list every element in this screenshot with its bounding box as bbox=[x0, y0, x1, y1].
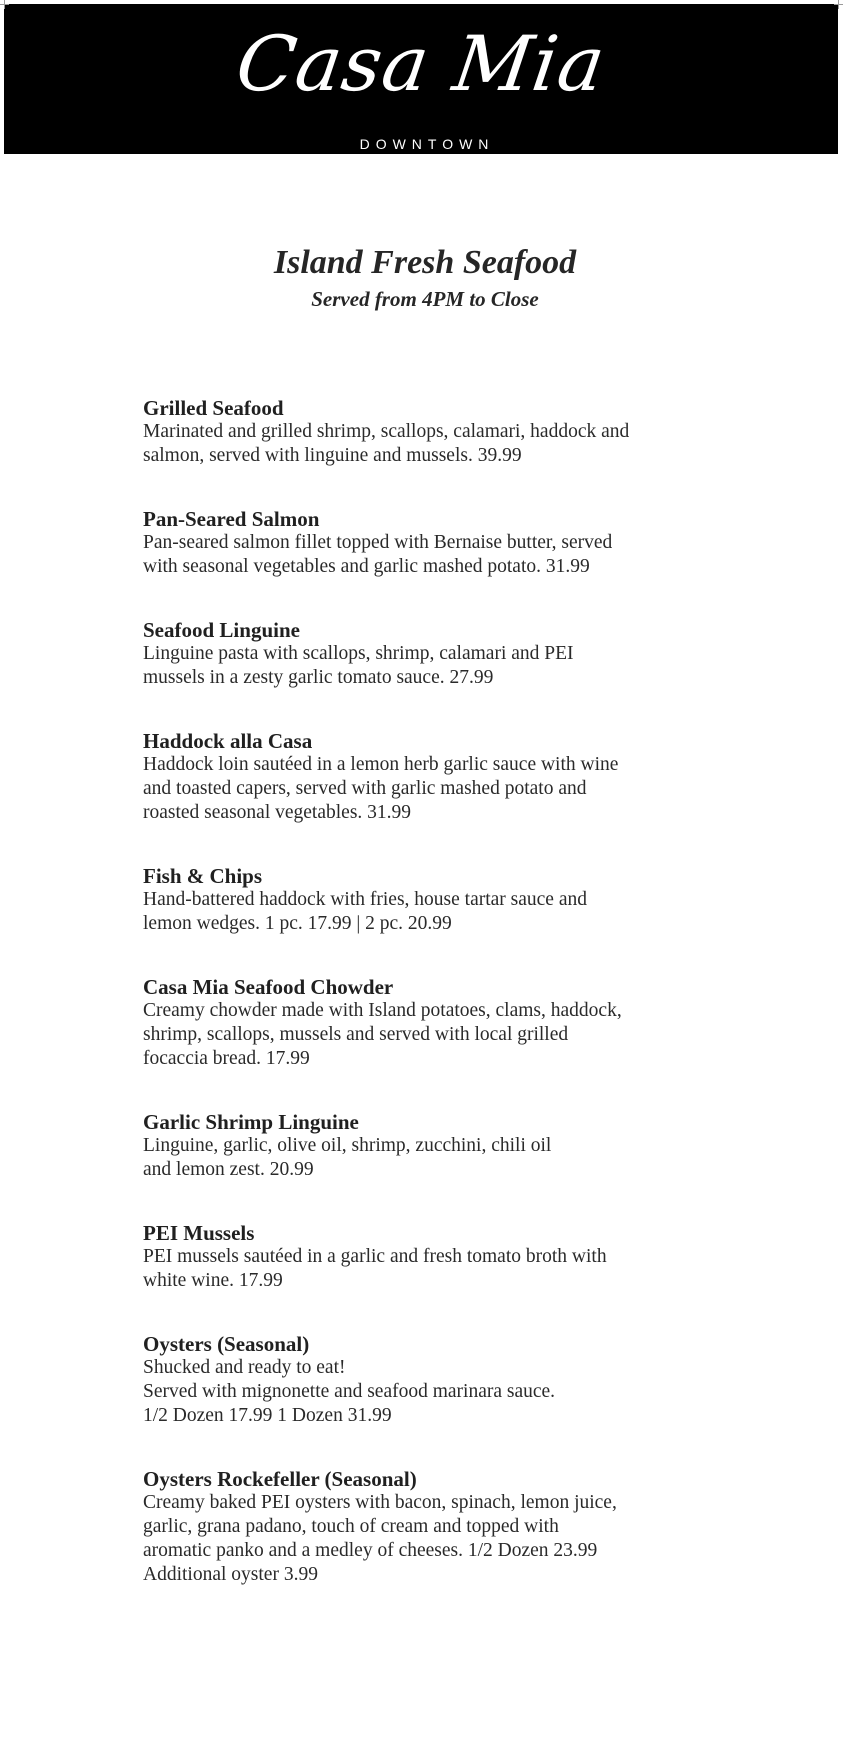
menu-item-name: Haddock alla Casa bbox=[143, 729, 313, 753]
crop-mark-right-h bbox=[834, 4, 843, 5]
menu-item-description: Linguine, garlic, olive oil, shrimp, zucchini, chili oil and lemon zest. 20.99 bbox=[143, 1135, 552, 1180]
menu-item bbox=[143, 1221, 743, 1293]
menu-item bbox=[143, 1110, 743, 1182]
menu-item-name: Fish & Chips bbox=[143, 864, 263, 888]
page-title: Island Fresh Seafood bbox=[273, 244, 577, 281]
menu-list bbox=[143, 396, 743, 1626]
menu-item-description: Marinated and grilled shrimp, scallops, calamari, haddock and salmon, served with linguine and mussels. 39.99 bbox=[143, 421, 630, 466]
menu-item-name: Pan-Seared Salmon bbox=[143, 507, 320, 531]
menu-item bbox=[143, 1467, 743, 1587]
menu-item-description: Creamy chowder made with Island potatoes, clams, haddock, shrimp, scallops, mussels and served with local grilled focaccia bread. 17.99 bbox=[143, 1000, 622, 1069]
menu-item bbox=[143, 507, 743, 579]
menu-item-description: PEI mussels sautéed in a garlic and fresh tomato broth with white wine. 17.99 bbox=[143, 1246, 607, 1291]
header-banner bbox=[4, 4, 838, 154]
menu-item bbox=[143, 975, 743, 1071]
menu-item bbox=[143, 864, 743, 936]
logo-subtitle: DOWNTOWN bbox=[359, 136, 495, 152]
menu-item-name: PEI Mussels bbox=[143, 1221, 255, 1245]
menu-item-name: Casa Mia Seafood Chowder bbox=[143, 975, 394, 999]
menu-item-name: Garlic Shrimp Linguine bbox=[143, 1110, 359, 1134]
menu-item-description: Creamy baked PEI oysters with bacon, spinach, lemon juice, garlic, grana padano, touch of cream and topped with aromatic panko and a medley of cheeses. 1/2 Dozen 23.99 Additional oyster 3.99 bbox=[143, 1492, 617, 1585]
crop-mark-left-h bbox=[0, 4, 9, 5]
menu-item-name: Oysters Rockefeller (Seasonal) bbox=[143, 1467, 417, 1491]
menu-item bbox=[143, 729, 743, 825]
menu-item-name: Oysters (Seasonal) bbox=[143, 1332, 310, 1356]
menu-item-description: Haddock loin sautéed in a lemon herb garlic sauce with wine and toasted capers, served with garlic mashed potato and roasted seasonal vegetables. 31.99 bbox=[143, 754, 619, 823]
menu-item bbox=[143, 618, 743, 690]
menu-item-description: Hand-battered haddock with fries, house tartar sauce and lemon wedges. 1 pc. 17.99 | 2 pc. 20.99 bbox=[143, 889, 587, 934]
menu-item-description: Shucked and ready to eat! Served with mignonette and seafood marinara sauce. 1/2 Dozen 17.99 1 Dozen 31.99 bbox=[143, 1357, 556, 1426]
page-subtitle: Served from 4PM to Close bbox=[311, 287, 539, 311]
menu-item bbox=[143, 396, 743, 468]
menu-item-description: Linguine pasta with scallops, shrimp, calamari and PEI mussels in a zesty garlic tomato sauce. 27.99 bbox=[143, 643, 574, 688]
menu-item-name: Grilled Seafood bbox=[143, 396, 284, 420]
restaurant-logo: Casa Mia bbox=[231, 19, 612, 108]
menu-item-description: Pan-seared salmon fillet topped with Bernaise butter, served with seasonal vegetables and garlic mashed potato. 31.99 bbox=[143, 532, 613, 577]
menu-item bbox=[143, 1332, 743, 1428]
menu-item-name: Seafood Linguine bbox=[143, 618, 300, 642]
